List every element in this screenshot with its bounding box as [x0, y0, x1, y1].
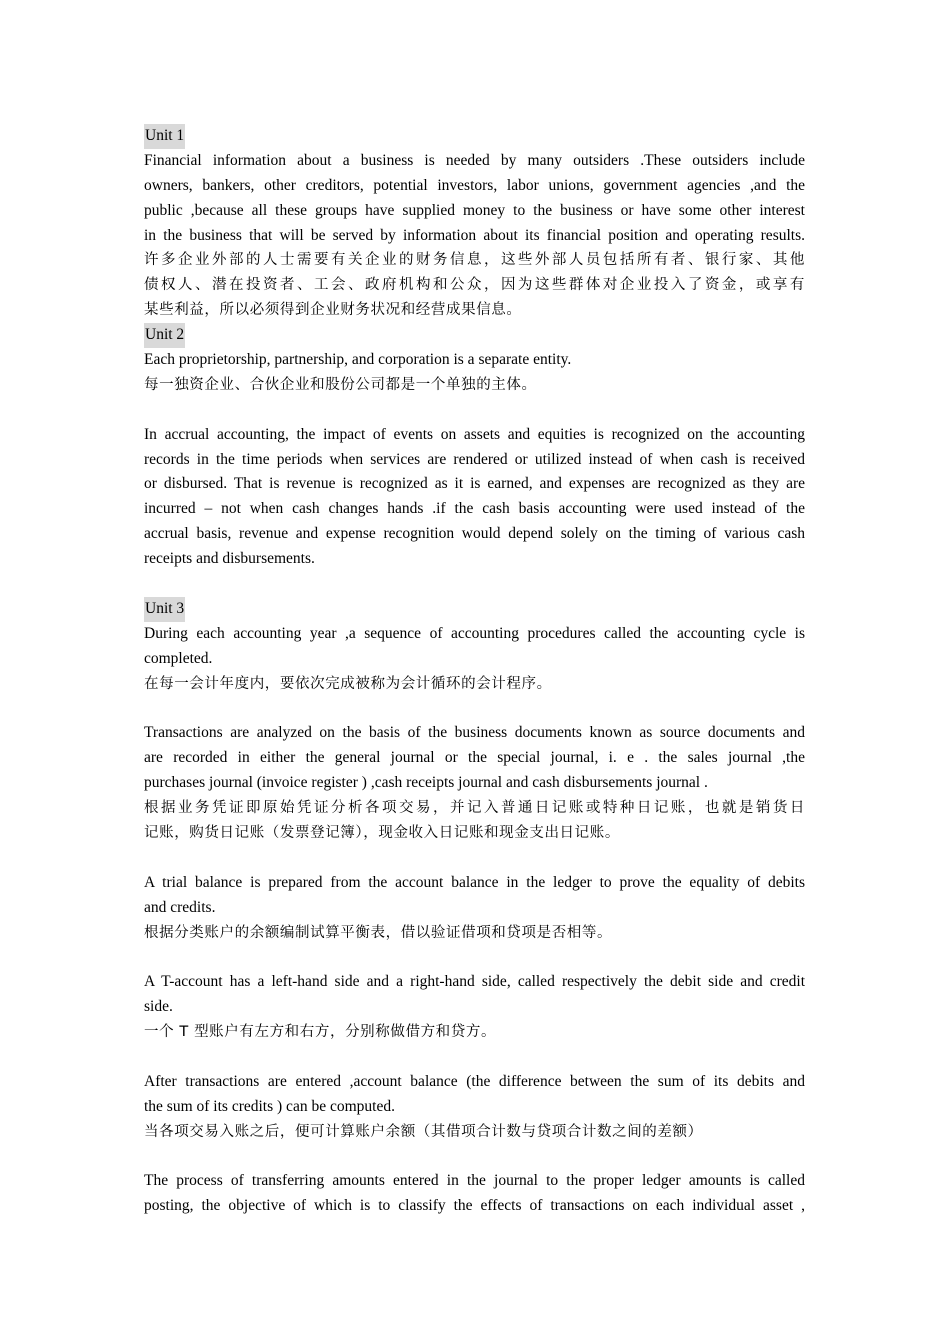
- unit-heading: Unit 1: [144, 124, 185, 149]
- blank-line: [144, 696, 805, 721]
- text-line: and credits.: [144, 898, 216, 916]
- text-line: records in the time periods when services are rendered or utilized instead of when cash is received: [144, 450, 805, 468]
- text-line: in the business that will be served by information about its financial position and operating results.: [144, 226, 805, 244]
- text-line: or disbursed. That is revenue is recognized as it is earned, and expenses are recognized as they are: [144, 475, 805, 493]
- blank-line: [144, 1145, 805, 1170]
- chinese-text-line: 债权人、潜在投资者、工会、政府机构和公众，因为这些群体对企业投入了资金，或享有: [144, 277, 805, 294]
- chinese-text-line: 记账，购货日记账（发票登记簿），现金收入日记账和现金支出日记账。: [144, 824, 620, 841]
- chinese-text-line: 一个 T 型账户有左方和右方，分别称做借方和贷方。: [144, 1024, 497, 1041]
- unit-1-heading-line: [144, 124, 805, 149]
- chinese-text-line: 当各项交易入账之后，便可计算账户余额（其借项合计数与贷项合计数之间的差额）: [144, 1123, 703, 1140]
- text-line: The process of transferring amounts entered in the journal to the proper ledger amounts is called: [144, 1172, 805, 1190]
- text-line: In accrual accounting, the impact of events on assets and equities is recognized on the accounting: [144, 425, 805, 443]
- blank-line: [144, 846, 805, 871]
- text-line: Financial information about a business is needed by many outsiders .These outsiders include: [144, 151, 805, 169]
- text-line: owners, bankers, other creditors, potential investors, labor unions, government agencies ,and the: [144, 176, 805, 194]
- blank-line: [144, 945, 805, 970]
- text-line: Each proprietorship, partnership, and corporation is a separate entity.: [144, 351, 572, 369]
- text-line: accrual basis, revenue and expense recognition would depend solely on the timing of various cash: [144, 525, 805, 543]
- unit-heading: Unit 3: [144, 597, 185, 622]
- text-line: are recorded in either the general journal or the special journal, i. e . the sales journal ,the: [144, 749, 805, 767]
- text-line: completed.: [144, 649, 213, 667]
- blank-line: [144, 572, 805, 597]
- text-line: A trial balance is prepared from the account balance in the ledger to prove the equality of debits: [144, 873, 805, 891]
- text-line: the sum of its credits ) can be computed.: [144, 1097, 395, 1115]
- text-line: side.: [144, 998, 173, 1016]
- text-line: incurred – not when cash changes hands .if the cash basis accounting were used instead of the: [144, 500, 805, 518]
- unit-heading: Unit 2: [144, 323, 185, 348]
- text-line: public ,because all these groups have supplied money to the business or have some other interest: [144, 201, 805, 219]
- chinese-text-line: 某些利益，所以必须得到企业财务状况和经营成果信息。: [144, 302, 522, 319]
- unit-2-heading-line: [144, 323, 805, 348]
- chinese-text-line: 在每一会计年度内，要依次完成被称为会计循环的会计程序。: [144, 675, 552, 692]
- unit-3-heading-line: [144, 597, 805, 622]
- blank-line: [144, 398, 805, 423]
- text-line: After transactions are entered ,account balance (the difference between the sum of its debits and: [144, 1072, 805, 1090]
- chinese-text-line: 每一独资企业、合伙企业和股份公司都是一个单独的主体。: [144, 376, 537, 393]
- chinese-text-line: 根据分类账户的余额编制试算平衡表，借以验证借项和贷项是否相等。: [144, 924, 613, 941]
- text-line: purchases journal (invoice register ) ,cash receipts journal and cash disbursements journal .: [144, 774, 708, 792]
- text-line: Transactions are analyzed on the basis of the business documents known as source documents and: [144, 724, 805, 742]
- chinese-text-line: 根据业务凭证即原始凭证分析各项交易，并记入普通日记账或特种日记账，也就是销货日: [144, 800, 805, 817]
- text-line: During each accounting year ,a sequence of accounting procedures called the accounting cycle is: [144, 624, 805, 642]
- blank-line: [144, 1045, 805, 1070]
- chinese-text-line: 许多企业外部的人士需要有关企业的财务信息，这些外部人员包括所有者、银行家、其他: [144, 252, 805, 269]
- text-line: receipts and disbursements.: [144, 550, 315, 568]
- text-line: A T-account has a left-hand side and a right-hand side, called respectively the debit side and credit: [144, 973, 805, 991]
- text-line: posting, the objective of which is to classify the effects of transactions on each individual asset ,: [144, 1197, 805, 1215]
- document-page: [144, 124, 805, 1219]
